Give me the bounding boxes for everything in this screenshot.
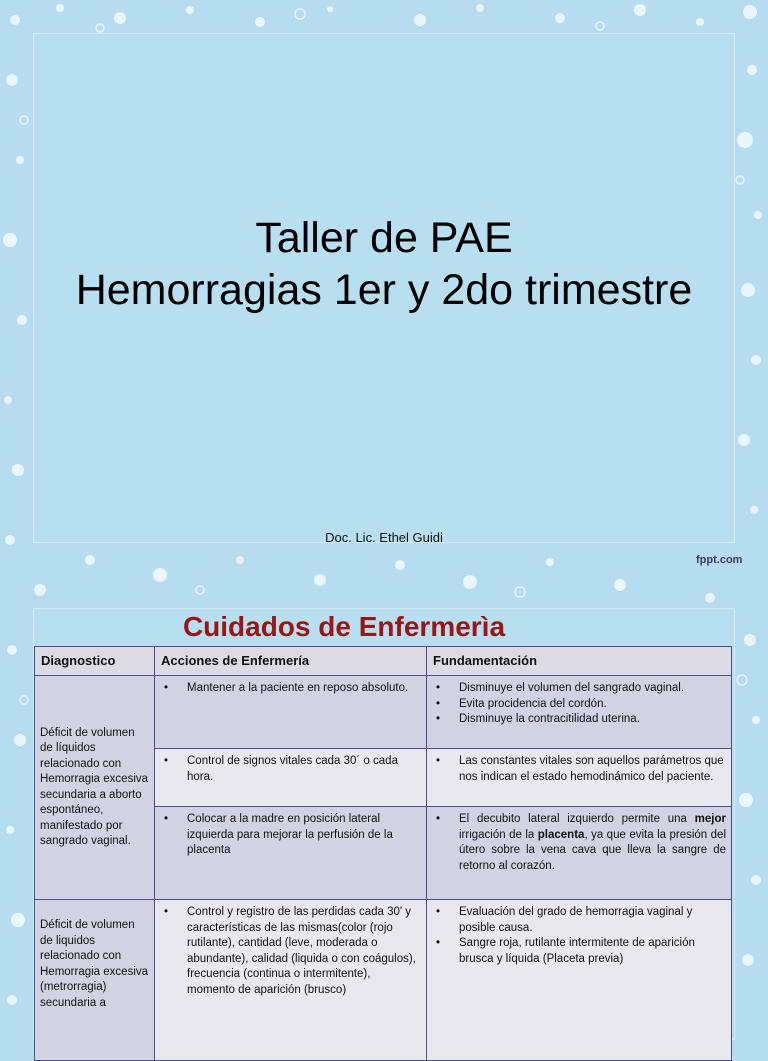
rationale-item: • Evaluación del grado de hemorragia vaginal y posible causa. bbox=[432, 905, 726, 936]
care-table bbox=[34, 646, 732, 1061]
rationale-text: El decubito lateral izquierdo permite una bbox=[459, 813, 695, 825]
rationale-item: • Disminuye la contracitilidad uterina. bbox=[432, 712, 726, 728]
author-name: Doc. Lic. Ethel Guidi bbox=[325, 530, 443, 545]
action-cell bbox=[155, 749, 427, 807]
action-item: • Colocar a la madre en posición lateral izquierda para mejorar la perfusión de la placenta bbox=[160, 812, 421, 859]
table-row bbox=[35, 900, 732, 1061]
title-line-2: Hemorragias 1er y 2do trimestre bbox=[75, 266, 693, 314]
action-cell bbox=[155, 900, 427, 1061]
header-acciones: Acciones de Enfermería bbox=[155, 647, 427, 676]
rationale-text: , ya que evita la presión del útero sobre la vena cava que lleva la sangre de retorno al corazón. bbox=[459, 828, 726, 872]
title-line-1: Taller de PAE bbox=[255, 214, 513, 262]
rationale-cell bbox=[427, 749, 732, 807]
action-item: • Mantener a la paciente en reposo absoluto. bbox=[160, 681, 421, 697]
title-slide bbox=[33, 33, 735, 543]
diagnosis-cell: Déficit de volumen de liquidos relacionado con Hemorragia excesiva (metrorragia) secundaria a bbox=[35, 900, 155, 1061]
header-diagnostico: Diagnostico bbox=[35, 647, 155, 676]
action-item: • Control y registro de las perdidas cada 30' y características de las mismas(color (rojo rutilante), cantidad (leve, moderada o abundante), calidad (liquida o con coágulos), frecuencia (continua o intermitente), momento de aparición (brusco) bbox=[160, 905, 421, 998]
rationale-item: • Disminuye el volumen del sangrado vaginal. bbox=[432, 681, 726, 697]
rationale-cell bbox=[427, 900, 732, 1061]
slide-title bbox=[34, 212, 734, 316]
header-fundamentacion: Fundamentación bbox=[427, 647, 732, 676]
rationale-text: irrigación de la bbox=[459, 828, 538, 841]
action-cell bbox=[155, 807, 427, 900]
rationale-item bbox=[432, 812, 726, 874]
rationale-item: • Evita procidencia del cordón. bbox=[432, 697, 726, 713]
action-item: • Control de signos vitales cada 30´ o cada hora. bbox=[160, 754, 421, 785]
rationale-cell bbox=[427, 807, 732, 900]
rationale-emphasis: mejor bbox=[694, 813, 726, 825]
table-row bbox=[35, 676, 732, 749]
rationale-item: • Las constantes vitales son aquellos parámetros que nos indican el estado hemodinámico del paciente. bbox=[432, 754, 726, 785]
diagnosis-cell: Déficit de volumen de líquidos relacionado con Hemorragia excesiva secundaria a aborto espontáneo, manifestado por sangrado vaginal. bbox=[35, 676, 155, 900]
care-slide bbox=[33, 608, 735, 1040]
rationale-emphasis: placenta bbox=[537, 828, 585, 841]
rationale-cell bbox=[427, 676, 732, 749]
slide-heading: Cuidados de Enfermerìa bbox=[182, 611, 506, 642]
rationale-item: • Sangre roja, rutilante intermitente de aparición brusca y líquida (Placeta previa) bbox=[432, 936, 726, 967]
action-cell bbox=[155, 676, 427, 749]
brand-watermark: fppt.com bbox=[696, 554, 743, 566]
